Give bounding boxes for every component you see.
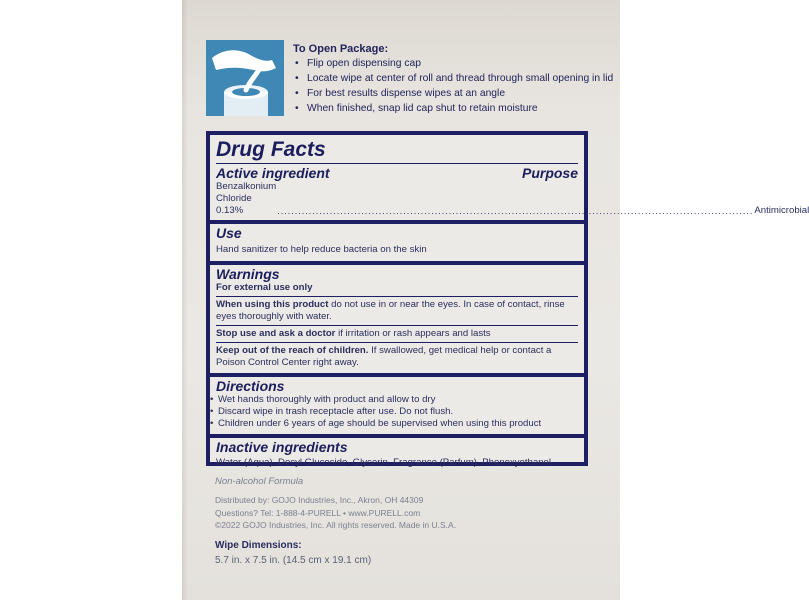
external-use-text: For external use only (216, 282, 313, 293)
use-heading: Use (216, 225, 242, 241)
edge-shadow (182, 0, 188, 600)
purpose-value: Antimicrobial (754, 205, 809, 216)
active-ingredient-row (216, 181, 809, 217)
list-item: • Discard wipe in trash receptacle after use. Do not flush. (210, 406, 584, 418)
list-item: • Locate wipe at center of roll and thread through small opening in lid (293, 71, 613, 86)
divider (216, 296, 578, 297)
questions-text: Questions? Tel: 1-888-4-PURELL • www.PURELL.com (215, 507, 421, 518)
drug-facts-panel (206, 131, 809, 468)
stop-use-warning (216, 328, 578, 340)
active-ingredient-heading: Active ingredient (216, 165, 330, 181)
hand-opening-canister-icon (206, 40, 284, 116)
wipe-dimensions-title: Wipe Dimensions: (215, 540, 302, 551)
divider (216, 342, 578, 343)
copyright-text: ©2022 GOJO Industries, Inc. All rights reserved. Made in U.S.A. (215, 520, 457, 530)
active-ingredient-value: Benzalkonium Chloride 0.13% (216, 181, 277, 216)
use-text: Hand sanitizer to help reduce bacteria on the skin (216, 244, 427, 255)
purpose-heading: Purpose (521, 165, 578, 181)
directions-heading: Directions (216, 378, 285, 394)
stop-use-text: if irritation or rash appears and lasts (335, 328, 491, 339)
keep-out-warning (216, 345, 578, 369)
section-divider (210, 434, 584, 438)
open-package-instructions (293, 43, 613, 116)
wipe-dimensions-value: 5.7 in. x 7.5 in. (14.5 cm x 19.1 cm) (215, 555, 372, 566)
open-package-steps (293, 56, 613, 116)
list-item: • Flip open dispensing cap (293, 56, 613, 71)
list-item: • Wet hands thoroughly with product and allow to dry (210, 394, 584, 406)
distributor-info (215, 494, 456, 532)
active-ingredient-header (210, 166, 584, 181)
list-item: • Children under 6 years of age should be supervised when using this product (210, 418, 584, 430)
open-package-title: To Open Package: (293, 43, 389, 55)
divider (216, 163, 578, 164)
list-item: • When finished, snap lid cap shut to retain moisture (293, 101, 613, 116)
distributed-by-text: Distributed by: GOJO Industries, Inc., Akron, OH 44309 (215, 495, 424, 505)
keep-out-label: Keep out of the reach of children. (216, 345, 369, 356)
warnings-heading: Warnings (216, 266, 280, 282)
when-using-text: do not use in or near the eyes. In case of contact, rinse eyes thoroughly with water. (216, 299, 565, 322)
keep-out-text: If swallowed, get medical help or contact a Poison Control Center right away. (216, 345, 552, 368)
when-using-label: When using this product (216, 299, 329, 310)
directions-list (210, 394, 584, 430)
section-divider (210, 373, 584, 377)
inactive-ingredients-text: Water (Aqua), Decyl Glucoside, Glycerin, Fragrance (Parfum), Phenoxyethanol (216, 457, 552, 468)
product-label (182, 0, 809, 600)
when-using-warning (216, 299, 578, 323)
leader-dots: ........................................................................................................................................ (277, 206, 754, 216)
drug-facts-title: Drug Facts (216, 138, 326, 161)
divider (216, 325, 578, 326)
list-item: • For best results dispense wipes at an angle (293, 86, 613, 101)
non-alcohol-note: Non-alcohol Formula (215, 476, 304, 487)
section-divider (210, 220, 584, 224)
section-divider (210, 261, 584, 265)
inactive-ingredients-heading: Inactive ingredients (216, 439, 348, 455)
stop-use-label: Stop use and ask a doctor (216, 328, 336, 339)
